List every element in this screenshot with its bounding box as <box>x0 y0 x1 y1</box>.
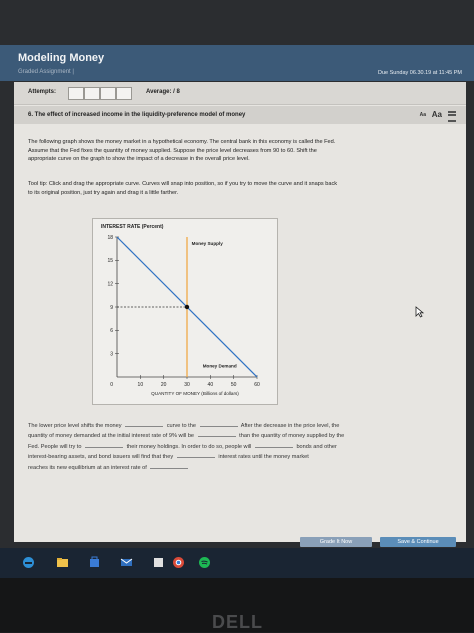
answer-dropdown[interactable] <box>85 441 123 448</box>
fill-line <box>28 451 458 461</box>
tip-line: Tool tip: Click and drag the appropriate curve. Curves will snap into position, so if you try to move the curve and it snaps back <box>28 181 338 187</box>
score-bar <box>14 82 466 105</box>
font-increase-button[interactable]: Aa <box>431 110 442 119</box>
edge-browser-icon[interactable] <box>22 556 35 569</box>
fill-line <box>28 430 458 440</box>
attempt-box <box>84 87 100 100</box>
fill-in-paragraph <box>28 420 458 472</box>
fill-line <box>28 420 458 430</box>
chrome-icon[interactable] <box>172 556 185 569</box>
answer-dropdown[interactable] <box>198 430 236 437</box>
tool-tip <box>28 180 448 197</box>
y-tick-label: 12 <box>107 281 113 288</box>
menu-icon[interactable] <box>448 111 456 122</box>
app-icon[interactable] <box>152 556 165 569</box>
answer-dropdown[interactable] <box>255 441 293 448</box>
x-tick-label: 30 <box>184 382 190 388</box>
fill-text: than the quantity of money supplied by the <box>239 433 345 440</box>
y-tick-label: 18 <box>107 234 113 241</box>
mail-icon[interactable] <box>120 556 133 569</box>
y-tick-label: 15 <box>107 258 113 265</box>
intro-line: The following graph shows the money market in a hypothetical economy. The central bank in this economy is called the Fed. <box>28 139 336 145</box>
mouse-pointer-icon <box>415 306 424 318</box>
tip-line: to its original position, just try again and drag it a little farther. <box>28 189 179 196</box>
answer-dropdown[interactable] <box>125 420 163 427</box>
taskbar <box>0 548 474 578</box>
x-tick-label: 60 <box>254 382 260 388</box>
assignment-subtitle: Graded Assignment | <box>18 69 74 75</box>
attempt-box <box>116 87 132 100</box>
spotify-icon[interactable] <box>198 556 211 569</box>
fill-text: interest rates until the money market <box>218 454 309 461</box>
fill-text: their money holdings. In order to do so, people will <box>126 443 252 450</box>
x-axis-title: QUANTITY OF MONEY (Billions of dollars) <box>151 391 239 396</box>
answer-dropdown[interactable] <box>200 420 238 427</box>
x-tick-label: 40 <box>207 382 214 388</box>
question-bar <box>14 106 466 124</box>
store-icon[interactable] <box>88 556 101 569</box>
dell-logo: DELL <box>212 612 263 632</box>
chart-svg[interactable] <box>93 219 277 404</box>
fill-text: curve to the <box>166 423 196 429</box>
question-title: 6. The effect of increased income in the liquidity-preference model of money <box>28 112 246 118</box>
x-tick-label: 10 <box>137 382 144 388</box>
money-market-graph[interactable] <box>92 218 278 405</box>
average-label: Average: / 8 <box>146 89 180 95</box>
y-tick-label: 6 <box>110 328 113 335</box>
grade-it-now-button[interactable]: Grade It Now <box>300 537 372 547</box>
fill-text: quantity of money demanded at the initial interest rate of 9% will be <box>28 433 195 440</box>
x-tick-label: 50 <box>230 382 237 388</box>
app-title: Modeling Money <box>18 52 105 64</box>
y-tick-label: 9 <box>110 304 113 311</box>
answer-dropdown[interactable] <box>177 451 215 458</box>
fill-text: interest-bearing assets, and bond issuers will find that they <box>28 454 174 461</box>
fill-line <box>28 441 458 451</box>
attempt-box <box>68 87 84 100</box>
intro-line: Assume that the Fed fixes the quantity of money supplied. Suppose the price level decreases from 90 to 60. Shift the <box>28 147 317 154</box>
font-decrease-button[interactable]: Aa <box>419 112 426 118</box>
intro-line: appropriate curve on the graph to show the impact of a decrease in the overall price level. <box>28 156 250 163</box>
money-demand-label: Money Demand <box>202 363 237 369</box>
attempts-label: Attempts: <box>28 89 56 95</box>
fill-text: bonds and other <box>296 443 337 450</box>
fill-text: reaches its new equilibrium at an interest rate of <box>28 464 147 471</box>
money-supply-label: Money Supply <box>191 240 223 246</box>
answer-dropdown[interactable] <box>150 462 188 469</box>
fill-text: The lower price level shifts the money <box>28 423 122 429</box>
file-explorer-icon[interactable] <box>56 556 69 569</box>
assignment-panel <box>14 82 466 545</box>
save-continue-button[interactable]: Save & Continue <box>380 537 456 547</box>
y-axis-title: INTEREST RATE (Percent) <box>101 224 164 230</box>
attempt-box <box>100 87 116 100</box>
fill-line <box>28 462 458 472</box>
equilibrium-point <box>185 305 189 309</box>
due-date: Due Sunday 06.30.19 at 11:45 PM <box>378 70 462 76</box>
x-tick-label: 20 <box>160 382 167 388</box>
fill-text: Fed. People will try to <box>28 443 82 450</box>
x-tick-label: 0 <box>110 382 113 388</box>
question-intro <box>28 138 448 164</box>
y-tick-label: 3 <box>110 351 113 358</box>
fill-text: After the decrease in the price level, the <box>240 423 340 429</box>
